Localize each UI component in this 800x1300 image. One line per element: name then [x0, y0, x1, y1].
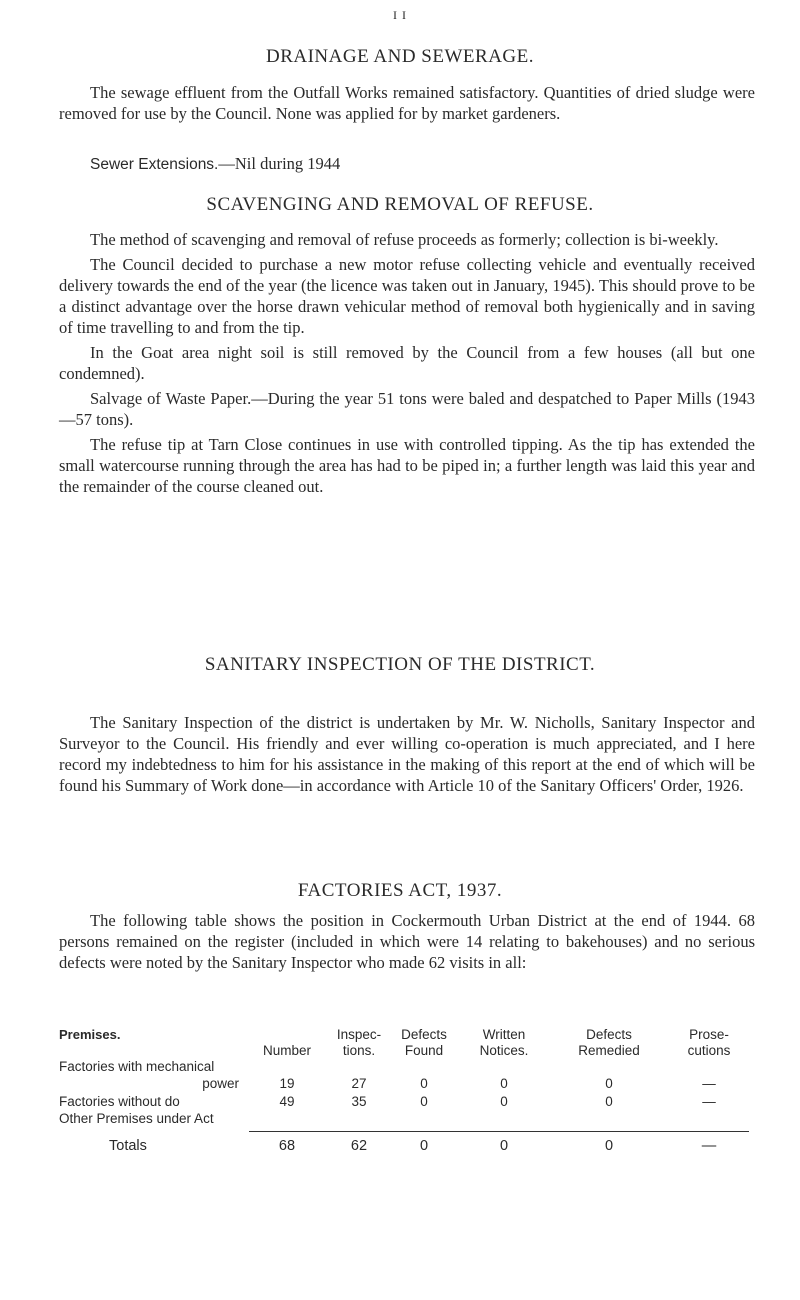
header-prosecutions-line2: cutions: [687, 1043, 731, 1058]
sanitary-paragraph: The Sanitary Inspection of the district is undertaken by Mr. W. Nicholls, Sanitary Inspector and Surveyor to the Council. His friendly and ever willing co-operation is much appreciated, and I here record my indebtedness to him for his assistance in the making of this report at the end of which will be found his Summary of Work done—in accordance with Article 10 of the Sanitary Officers' Order, 1926.: [59, 713, 755, 795]
scavenging-paragraph-1: The method of scavenging and removal of refuse proceeds as formerly; collection is bi-weekly.: [90, 230, 719, 249]
header-premises: Premises.: [59, 1027, 121, 1042]
totals-defects-found: 0: [419, 1138, 429, 1154]
row-2-defects-remedied: 0: [605, 1094, 613, 1109]
scavenging-paragraph-2: The Council decided to purchase a new motor refuse collecting vehicle and eventually received delivery towards the end of the year (the licence was taken out in January, 1945). This should prove to be a distinct advantage over the horse drawn vehicular method of removal both hygienically and in saving of time travelling to and from the tip.: [59, 255, 755, 337]
row-1-prosecutions: —: [702, 1076, 716, 1091]
sewer-extensions-text: —Nil during 1944: [218, 154, 341, 173]
header-defects-found-line1: Defects: [401, 1027, 447, 1042]
sewer-extensions-label: Sewer Extensions.: [90, 156, 219, 173]
header-defects-found-line2: Found: [404, 1043, 444, 1058]
row-2-prosecutions: —: [702, 1094, 716, 1109]
factories-heading: FACTORIES ACT, 1937.: [297, 880, 503, 901]
header-number: Number: [262, 1043, 311, 1058]
header-defects-remedied-line2: Remedied: [578, 1043, 640, 1058]
drainage-paragraph: The sewage effluent from the Outfall Works remained satisfactory. Quantities of dried sludge were removed for use by the Council. None was applied for by market gardeners.: [59, 83, 755, 123]
page-number: I I: [393, 8, 407, 22]
row-2-label: Factories without do: [59, 1094, 180, 1109]
row-1-label-line1: Factories with mechanical: [59, 1059, 215, 1074]
totals-number: 68: [278, 1138, 296, 1154]
row-1-inspections: 27: [351, 1076, 367, 1091]
totals-rule: [249, 1131, 749, 1132]
row-1-label-line2: power: [202, 1076, 239, 1091]
header-inspections-line1: Inspec-: [336, 1027, 382, 1042]
row-3-label: Other Premises under Act: [59, 1111, 214, 1126]
row-2-inspections: 35: [351, 1094, 367, 1109]
header-inspections-line2: tions.: [342, 1043, 376, 1058]
totals-defects-remedied: 0: [604, 1138, 614, 1154]
sanitary-section: [59, 712, 755, 796]
header-written-notices-line1: Written: [482, 1027, 526, 1042]
row-1-defects-found: 0: [420, 1076, 428, 1091]
scavenging-paragraph-5: The refuse tip at Tarn Close continues in use with controlled tipping. As the tip has extended the small watercourse running through the area has had to be piped in; a further length was laid this year and the remainder of the course cleaned out.: [59, 435, 755, 496]
scavenging-paragraph-4: Salvage of Waste Paper.—During the year 51 tons were baled and despatched to Paper Mills (1943—57 tons).: [59, 389, 755, 429]
sanitary-heading: SANITARY INSPECTION OF THE DISTRICT.: [204, 654, 596, 675]
header-defects-remedied-line1: Defects: [586, 1027, 632, 1042]
header-written-notices-line2: Notices.: [479, 1043, 529, 1058]
header-prosecutions-line1: Prose-: [689, 1027, 729, 1042]
drainage-section: [59, 82, 755, 124]
row-1-written-notices: 0: [500, 1076, 508, 1091]
row-2-written-notices: 0: [500, 1094, 508, 1109]
row-2-defects-found: 0: [420, 1094, 428, 1109]
row-1-defects-remedied: 0: [605, 1076, 613, 1091]
totals-written-notices: 0: [499, 1138, 509, 1154]
scavenging-paragraph-3: In the Goat area night soil is still removed by the Council from a few houses (all but one condemned).: [59, 343, 755, 383]
factories-paragraph: The following table shows the position in Cockermouth Urban District at the end of 1944. 68 persons remained on the register (included in which were 14 relating to bakehouses) and no serious defects were noted by the Sanitary Inspector who made 62 visits in all:: [59, 911, 755, 972]
totals-prosecutions: —: [701, 1138, 717, 1154]
scavenging-heading: SCAVENGING AND REMOVAL OF REFUSE.: [206, 194, 594, 215]
scavenging-section: [59, 229, 755, 497]
totals-inspections: 62: [350, 1138, 368, 1154]
totals-label: Totals: [109, 1138, 147, 1154]
factories-section: [59, 910, 755, 973]
sewer-extensions: [59, 153, 755, 175]
drainage-heading: DRAINAGE AND SEWERAGE.: [265, 46, 534, 67]
row-1-number: 19: [279, 1076, 295, 1091]
row-2-number: 49: [279, 1094, 295, 1109]
factories-table: [59, 1027, 755, 1155]
